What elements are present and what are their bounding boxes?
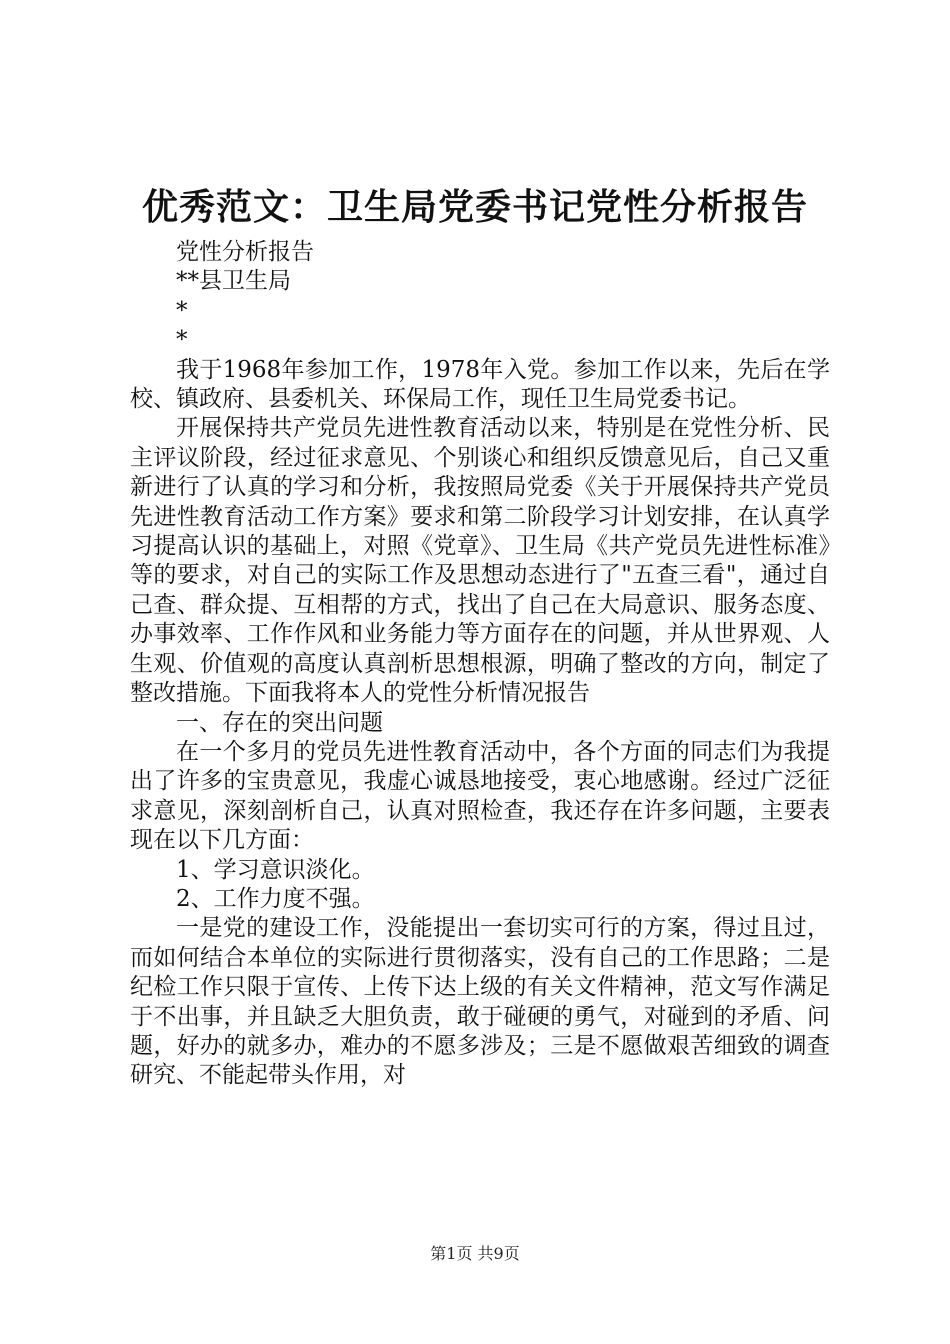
- paragraph-details: 一是党的建设工作，没能提出一套切实可行的方案，得过且过，而如何结合本单位的实际进行贯彻落实，没有自己的工作思路；二是纪检工作只限于宣传、上传下达上级的有关文件精神，范文写作满足于不出事，并且缺乏大胆负责，敢于碰硬的勇气，对碰到的矛盾、问题，好办的就多办，难办的不愿多涉及；三是不愿做艰苦细致的调查研究、不能起带头作用，对: [130, 915, 830, 1089]
- paragraph-problems-intro: 在一个多月的党员先进性教育活动中，各个方面的同志们为我提出了许多的宝贵意见，我虚心诚恳地接受，衷心地感谢。经过广泛征求意见，深刻剖析自己，认真对照检查，我还存在许多问题，主要表现在以下几方面：: [130, 738, 830, 854]
- paragraph-background: 开展保持共产党员先进性教育活动以来，特别是在党性分析、民主评议阶段，经过征求意见、个别谈心和组织反馈意见后，自己又重新进行了认真的学习和分析，我按照局党委《关于开展保持共产党员先进性教育活动工作方案》要求和第二阶段学习计划安排，在认真学习提高认识的基础上，对照《党章》、卫生局《共产党员先进性标准》等的要求，对自己的实际工作及思想动态进行了"五查三看"，通过自己查、群众提、互相帮的方式，找出了自己在大局意识、服务态度、办事效率、工作作风和业务能力等方面存在的问题，并从世界观、人生观、价值观的高度认真剖析思想根源，明确了整改的方向，制定了整改措施。下面我将本人的党性分析情况报告: [130, 415, 830, 707]
- document-body: [130, 238, 830, 1091]
- paragraph-organization: **县卫生局: [176, 268, 291, 295]
- document-title: 优秀范文：卫生局党委书记党性分析报告: [141, 187, 808, 228]
- paragraph-intro: 我于1968年参加工作，1978年入党。参加工作以来，先后在学校、镇政府、县委机关、环保局工作，现任卫生局党委书记。: [130, 356, 830, 413]
- list-item: 1、学习意识淡化。: [176, 856, 375, 883]
- paragraph-asterisk: *: [176, 327, 188, 354]
- section-heading: 一、存在的突出问题: [176, 709, 383, 736]
- paragraph-asterisk: *: [176, 297, 188, 324]
- list-item: 2、工作力度不强。: [176, 885, 375, 912]
- page-number-footer: 第1页 共9页: [430, 1244, 520, 1263]
- paragraph-subtitle: 党性分析报告: [176, 239, 314, 265]
